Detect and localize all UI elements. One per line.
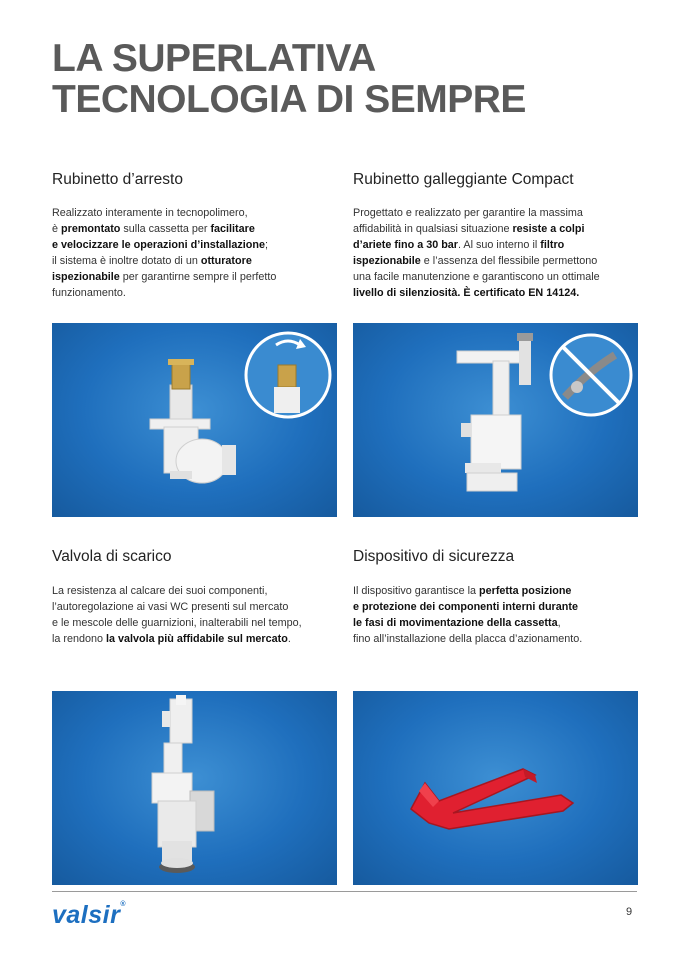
title-line-2: TECNOLOGIA DI SEMPRE (52, 78, 526, 121)
valsir-logo: valsir® (52, 901, 127, 929)
photo-rubinetto-arresto (52, 323, 337, 517)
title-line-1: LA SUPERLATIVA (52, 37, 376, 80)
section-text-valvola: La resistenza al calcare dei suoi componenti, l’autoregolazione ai vasi WC presenti sul mercato e le mescole delle guarnizioni, inalterabili nel tempo, la rendono la valvola più affidabile sul mercato. (52, 585, 302, 645)
section-heading-valvola: Valvola di scarico (52, 548, 172, 565)
page-number: 9 (626, 906, 633, 918)
photo-valvola-scarico (52, 691, 337, 885)
section-text-sicurezza: Il dispositivo garantisce la perfetta posizione e protezione dei componenti interni durante le fasi di movimentazione della cassetta, fino all’installazione della placca d’azionamento. (353, 585, 583, 645)
footer-divider (52, 891, 637, 892)
photo-dispositivo-sicurezza (353, 691, 638, 885)
section-heading-galleggiante: Rubinetto galleggiante Compact (353, 171, 574, 188)
photo-rubinetto-galleggiante (353, 323, 638, 517)
page-title (52, 38, 652, 120)
section-heading-rubinetto-arresto: Rubinetto d’arresto (52, 171, 183, 188)
section-text-rubinetto-arresto: Realizzato interamente in tecnopolimero, è premontato sulla cassetta per facilitare e velocizzare le operazioni d’installazione; il sistema è inoltre dotato di un otturatore ispezionabile per garantirne sempre il perfetto funzionamento. (52, 207, 277, 299)
section-text-galleggiante: Progettato e realizzato per garantire la massima affidabilità in qualsiasi situazione resiste a colpi d’ariete fino a 30 bar. Al suo interno il filtro ispezionabile e l’assenza del flessibile permettono una facile manutenzione e garantiscono un ottimale livello di silenziosità. È certificato EN 14124. (353, 207, 600, 299)
section-heading-sicurezza: Dispositivo di sicurezza (353, 548, 515, 565)
